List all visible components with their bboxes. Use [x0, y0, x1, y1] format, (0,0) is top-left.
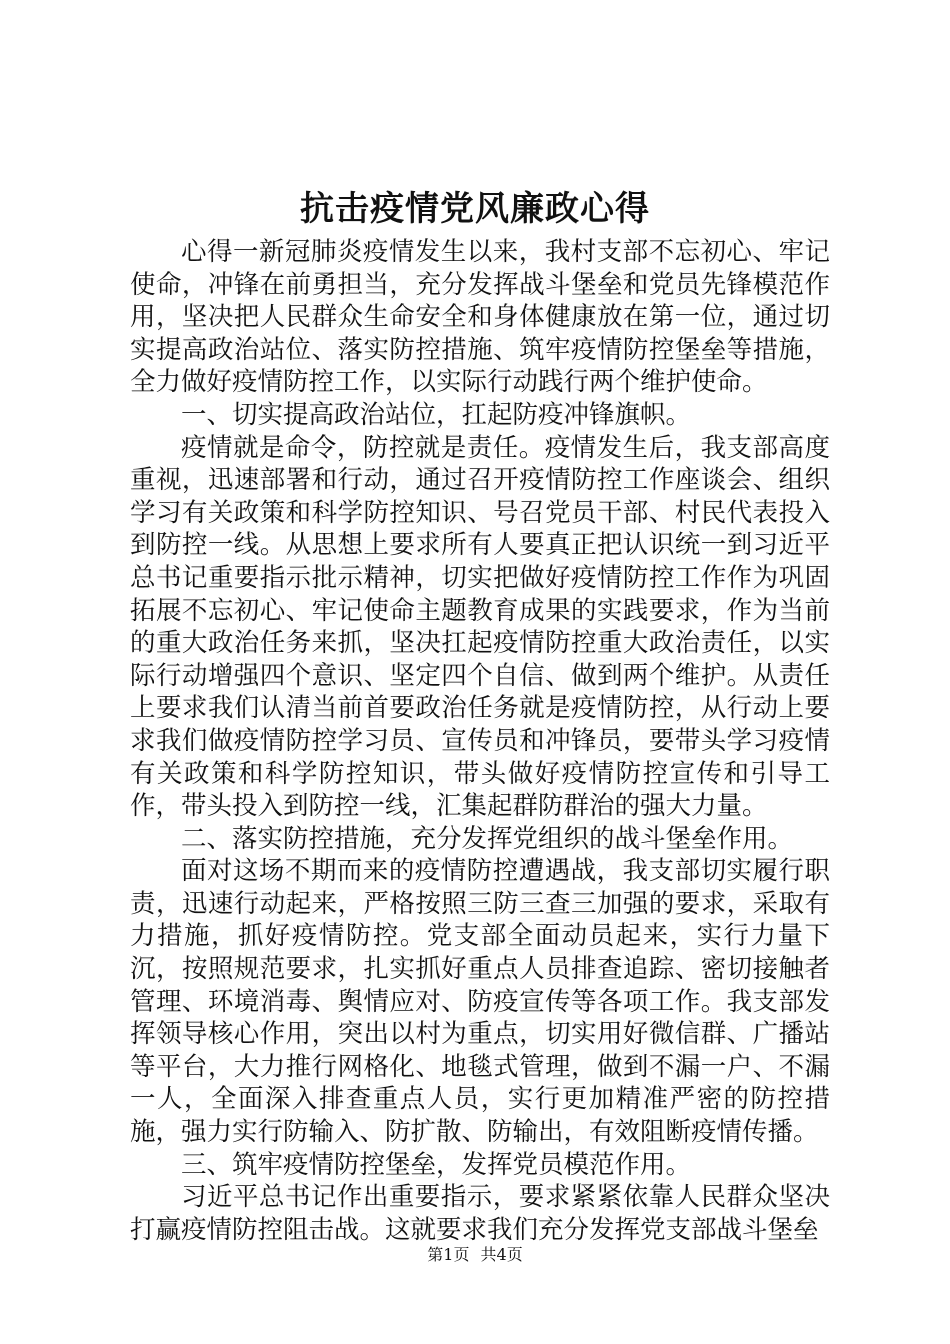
section-heading-1: 一、切实提高政治站位，扛起防疫冲锋旗帜。: [181, 399, 692, 430]
document-title: 抗击疫情党风廉政心得: [300, 189, 650, 229]
paragraph-section-3: 习近平总书记作出重要指示，要求紧紧依靠人民群众坚决打赢疫情防控阻击战。这就要求我们充分发挥党支部战斗堡垒: [130, 1182, 830, 1245]
paragraph-section-1: 疫情就是命令，防控就是责任。疫情发生后，我支部高度重视，迅速部署和行动，通过召开疫情防控工作座谈会、组织学习有关政策和科学防控知识、号召党员干部、村民代表投入到防控一线。从思想上要求所有人要真正把认识统一到习近平总书记重要指示批示精神，切实把做好疫情防控工作作为巩固拓展不忘初心、牢记使命主题教育成果的实践要求，作为当前的重大政治任务来抓，坚决扛起疫情防控重大政治责任，以实际行动增强四个意识、坚定四个自信、做到两个维护。从责任上要求我们认清当前首要政治任务就是疫情防控，从行动上要求我们做疫情防控学习员、宣传员和冲锋员，要带头学习疫情有关政策和科学防控知识，带头做好疫情防控宣传和引导工作，带头投入到防控一线，汇集起群防群治的强大力量。: [130, 432, 830, 822]
document-body: [130, 236, 830, 1246]
page-number: 第1页: [427, 1245, 470, 1264]
paragraph-section-2: 面对这场不期而来的疫情防控遭遇战，我支部切实履行职责，迅速行动起来，严格按照三防三查三加强的要求，采取有力措施，抓好疫情防控。党支部全面动员起来，实行力量下沉，按照规范要求，扎实抓好重点人员排查追踪、密切接触者管理、环境消毒、舆情应对、防疫宣传等各项工作。我支部发挥领导核心作用，突出以村为重点，切实用好微信群、广播站等平台，大力推行网格化、地毯式管理，做到不漏一户、不漏一人，全面深入排查重点人员，实行更加精准严密的防控措施，强力实行防输入、防扩散、防输出，有效阻断疫情传播。: [130, 856, 830, 1148]
page-total: 共4页: [480, 1245, 523, 1264]
paragraph-intro: 心得一新冠肺炎疫情发生以来，我村支部不忘初心、牢记使命，冲锋在前勇担当，充分发挥战斗堡垒和党员先锋模范作用，坚决把人民群众生命安全和身体健康放在第一位，通过切实提高政治站位、落实防控措施、筑牢疫情防控堡垒等措施，全力做好疫情防控工作，以实际行动践行两个维护使命。: [130, 237, 830, 398]
section-heading-2: 二、落实防控措施，充分发挥党组织的战斗堡垒作用。: [181, 823, 794, 854]
page-footer: [0, 1243, 950, 1267]
section-heading-3: 三、筑牢疫情防控堡垒，发挥党员模范作用。: [181, 1149, 692, 1180]
